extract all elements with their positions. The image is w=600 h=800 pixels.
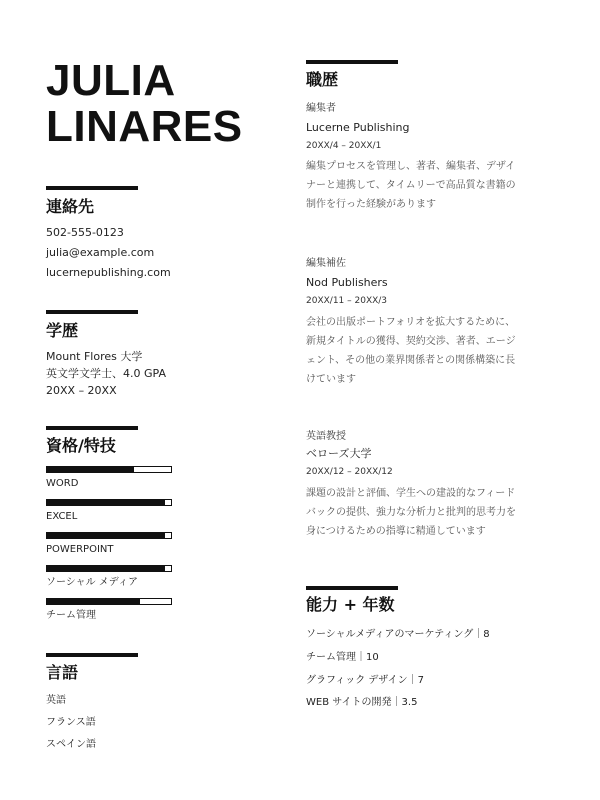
experience-divider [306, 60, 398, 64]
education-school: Mount Flores 大学 [46, 350, 143, 363]
languages-divider [46, 653, 138, 657]
language-item: フランス語 [46, 717, 96, 728]
job-dates: 20XX/12 – 20XX/12 [306, 467, 393, 477]
languages-heading: 言語 [46, 663, 79, 682]
contact-website: lucernepublishing.com [46, 266, 171, 279]
skill-bar-word [46, 466, 172, 473]
skills-heading: 資格/特技 [46, 436, 116, 455]
contact-heading: 連絡先 [46, 197, 95, 216]
ability-item: ソーシャルメディアのマーケティング｜8 [306, 629, 490, 640]
full-name [46, 58, 243, 150]
skill-label-team-management: チーム管理 [46, 610, 96, 621]
ability-item: WEB サイトの開発｜3.5 [306, 697, 418, 708]
contact-divider [46, 186, 138, 190]
skill-label-excel: EXCEL [46, 511, 78, 522]
skill-fill-team-management [47, 599, 140, 604]
contact-email: julia@example.com [46, 246, 155, 259]
education-years: 20XX – 20XX [46, 384, 117, 397]
job-company: Lucerne Publishing [306, 121, 410, 134]
education-heading: 学歴 [46, 321, 79, 340]
job-title: 英語教授 [306, 431, 346, 442]
skill-bar-team-management [46, 598, 172, 605]
job-dates: 20XX/11 – 20XX/3 [306, 296, 388, 306]
abilities-divider [306, 586, 398, 590]
language-item: スペイン語 [46, 739, 96, 750]
ability-item: グラフィック デザイン｜7 [306, 675, 425, 686]
skill-fill-excel [47, 500, 165, 505]
skill-bar-social-media [46, 565, 172, 572]
skill-fill-word [47, 467, 134, 472]
job-title: 編集者 [306, 103, 336, 114]
job-description: 課題の設計と評価、学生への建設的なフィードバックの提供、強力な分析力と批判的思考力を身につけるための指導に精通しています [306, 488, 516, 537]
job-description: 会社の出版ポートフォリオを拡大するために、新規タイトルの獲得、契約交渉、著者、エージェント、その他の業界関係者との関係構築に長けています [306, 317, 516, 385]
education-divider [46, 310, 138, 314]
skill-fill-social-media [47, 566, 165, 571]
skill-label-word: WORD [46, 478, 79, 489]
experience-heading: 職歴 [306, 70, 339, 89]
job-dates: 20XX/4 – 20XX/1 [306, 141, 382, 151]
job-company: Nod Publishers [306, 276, 388, 289]
skill-label-social-media: ソーシャル メディア [46, 577, 138, 588]
abilities-heading: 能力 + 年数 [306, 595, 395, 614]
job-company: ベローズ大学 [306, 447, 372, 460]
job-title: 編集補佐 [306, 258, 346, 269]
skill-label-powerpoint: POWERPOINT [46, 544, 114, 555]
first-name: JULIA [46, 56, 176, 105]
contact-phone: 502-555-0123 [46, 226, 124, 239]
education-degree: 英文学文学士、4.0 GPA [46, 367, 166, 380]
language-item: 英語 [46, 695, 66, 706]
skill-bar-powerpoint [46, 532, 172, 539]
skill-fill-powerpoint [47, 533, 165, 538]
ability-item: チーム管理｜10 [306, 652, 379, 663]
job-description: 編集プロセスを管理し、著者、編集者、デザイナーと連携して、タイムリーで高品質な書籍の制作を行った経験があります [306, 161, 516, 210]
last-name: LINARES [46, 102, 243, 151]
skills-divider [46, 426, 138, 430]
skill-bar-excel [46, 499, 172, 506]
